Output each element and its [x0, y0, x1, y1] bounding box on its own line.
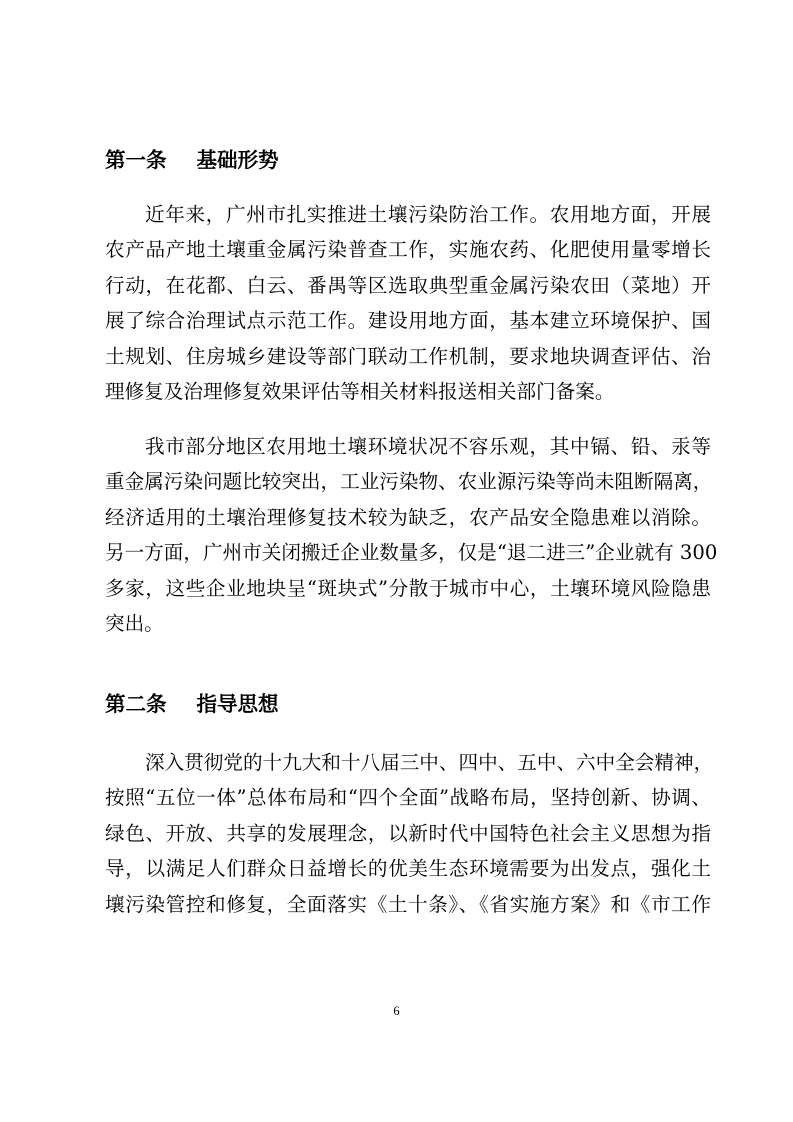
text-line: 绿色、开放、共享的发展理念，以新时代中国特色社会主义思想为指: [105, 821, 711, 845]
text-line: 壤污染管控和修复，全面落实《土十条》、《省实施方案》和《市工作: [105, 892, 711, 916]
text-line: 行动，在花都、白云、番禺等区选取典型重金属污染农田（菜地）开: [105, 273, 711, 297]
section-number: 第一条: [105, 148, 167, 172]
paragraph-1: [105, 197, 711, 409]
text-line: 按照“五位一体”总体布局和“四个全面”战略布局，坚持创新、协调、: [105, 786, 711, 810]
text-line: 重金属污染问题比较突出，工业污染物、农业源污染等尚未阻断隔离，: [105, 470, 713, 494]
text-line: 土规划、住房城乡建设等部门联动工作机制，要求地块调查评估、治: [105, 344, 711, 368]
text-line: 深入贯彻党的十九大和十八届三中、四中、五中、六中全会精神，: [145, 751, 714, 774]
text-line: 另一方面，广州市关闭搬迁企业数量多，仅是“退二进三”企业就有 300: [105, 541, 718, 565]
text-line: 近年来，广州市扎实推进土壤污染防治工作。农用地方面，开展: [145, 203, 711, 226]
section-number: 第二条: [105, 692, 167, 716]
text-line: 我市部分地区农用地土壤环境状况不容乐观，其中镉、铅、汞等: [145, 435, 711, 458]
text-line: 展了综合治理试点示范工作。建设用地方面，基本建立环境保护、国: [105, 309, 711, 333]
paragraph-3: [105, 745, 714, 922]
section-heading-1: [105, 145, 279, 175]
text-line: 理修复及治理修复效果评估等相关材料报送相关部门备案。: [105, 379, 615, 403]
section-heading-2: [105, 689, 279, 719]
text-line: 经济适用的土壤治理修复技术较为缺乏，农产品安全隐患难以消除。: [105, 505, 711, 529]
text-line: 农产品产地土壤重金属污染普查工作，实施农药、化肥使用量零增长: [105, 238, 711, 262]
text-line: 多家，这些企业地块呈“斑块式”分散于城市中心，土壤环境风险隐患: [105, 576, 711, 600]
text-line: 突出。: [105, 611, 164, 635]
text-line: 导，以满足人们群众日益增长的优美生态环境需要为出发点，强化土: [105, 857, 711, 881]
page-number: 6: [393, 1004, 400, 1018]
section-title: 基础形势: [196, 148, 279, 172]
section-title: 指导思想: [196, 692, 279, 716]
paragraph-2: [105, 429, 718, 641]
